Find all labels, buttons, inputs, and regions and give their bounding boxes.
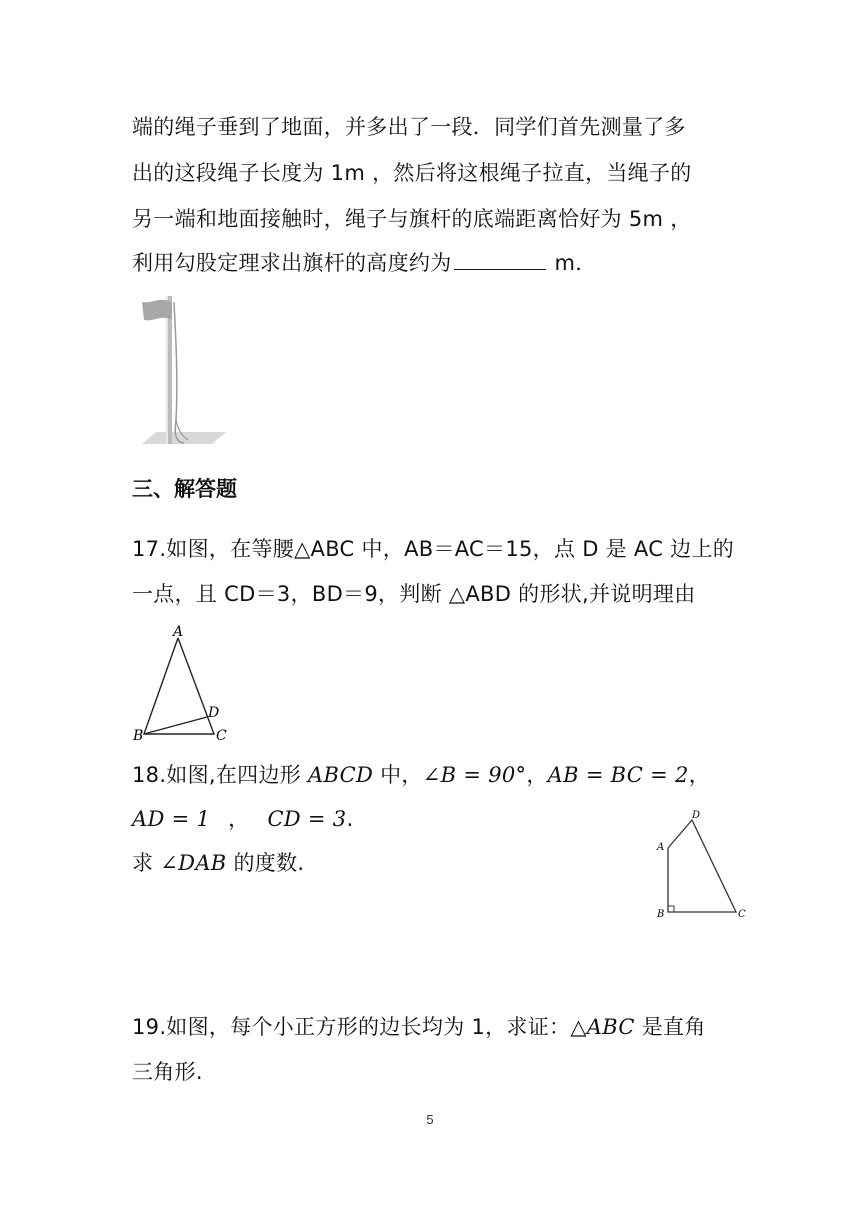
problem18-ask: 求: [132, 851, 161, 875]
problem17-line1: 17.如图，在等腰△ABC 中，AB＝AC＝15，点 D 是 AC 边上的: [132, 537, 735, 561]
flag: [142, 300, 172, 321]
problem16-line4-unit: m．: [547, 251, 597, 275]
label-d: D: [692, 810, 701, 821]
section-title: 三、解答题: [132, 477, 237, 501]
problem16-line3: 另一端和地面接触时，绳子与旗杆的底端距离恰好为 5m ，: [132, 207, 692, 231]
problem18-line3: [132, 848, 304, 878]
problem19-end: 是直角: [634, 1015, 706, 1039]
triangle-abd-figure: [130, 620, 240, 745]
quadrilateral-abcd: [668, 820, 736, 912]
sides-condition: AB = BC = 2: [547, 763, 689, 787]
triangle-abc: [144, 638, 214, 734]
problem16-line1: 端的绳子垂到了地面，并多出了一段．同学们首先测量了多: [132, 115, 686, 139]
problem19-line2: 三角形.: [132, 1060, 203, 1084]
rope: [174, 302, 184, 443]
problem18-line2: AD = 1 ， CD = 3.: [132, 807, 354, 831]
ground-plane: [142, 432, 226, 444]
label-c: C: [216, 728, 227, 744]
problem16-line4: [132, 248, 597, 278]
triangle-name: ABC: [586, 1015, 635, 1039]
flagpole-figure: [130, 290, 230, 450]
problem19-intro: 19.如图，每个小正方形的边长均为 1，求证：△: [132, 1015, 587, 1039]
angle-dab: ∠DAB: [160, 851, 227, 875]
problem18-line1: 18.如图,在四边形 ABCD 中，∠B = 90°，AB = BC = 2，: [132, 763, 710, 787]
label-b: B: [657, 909, 665, 920]
ad-condition: AD = 1: [132, 807, 211, 831]
quadrilateral-figure: [652, 806, 752, 924]
problem18-ask-end: 的度数.: [226, 851, 305, 875]
label-a: A: [173, 624, 184, 640]
label-d: D: [208, 705, 220, 721]
problem18-mid: 中，: [373, 763, 423, 787]
page-number: 5: [426, 1112, 434, 1127]
label-b: B: [133, 728, 144, 744]
quadrilateral-name: ABCD: [308, 763, 374, 787]
problem19-line1: [132, 1012, 706, 1042]
problem16-line4-text: 利用勾股定理求出旗杆的高度约为: [132, 251, 452, 275]
right-angle-mark: [668, 906, 674, 912]
problem16-line2: 出的这段绳子长度为 1m ，然后将这根绳子拉直，当绳子的: [132, 161, 692, 185]
angle-b-condition: ∠B = 90°: [422, 763, 527, 787]
label-a: A: [657, 842, 665, 853]
problem18-intro: 18.如图,在四边形: [132, 763, 309, 787]
segment-bd: [144, 717, 207, 734]
cd-condition: CD = 3: [267, 807, 347, 831]
label-c: C: [738, 909, 746, 920]
problem17-line2: 一点，且 CD＝3，BD＝9，判断 △ABD 的形状,并说明理由: [132, 582, 696, 606]
answer-blank[interactable]: [454, 249, 546, 270]
